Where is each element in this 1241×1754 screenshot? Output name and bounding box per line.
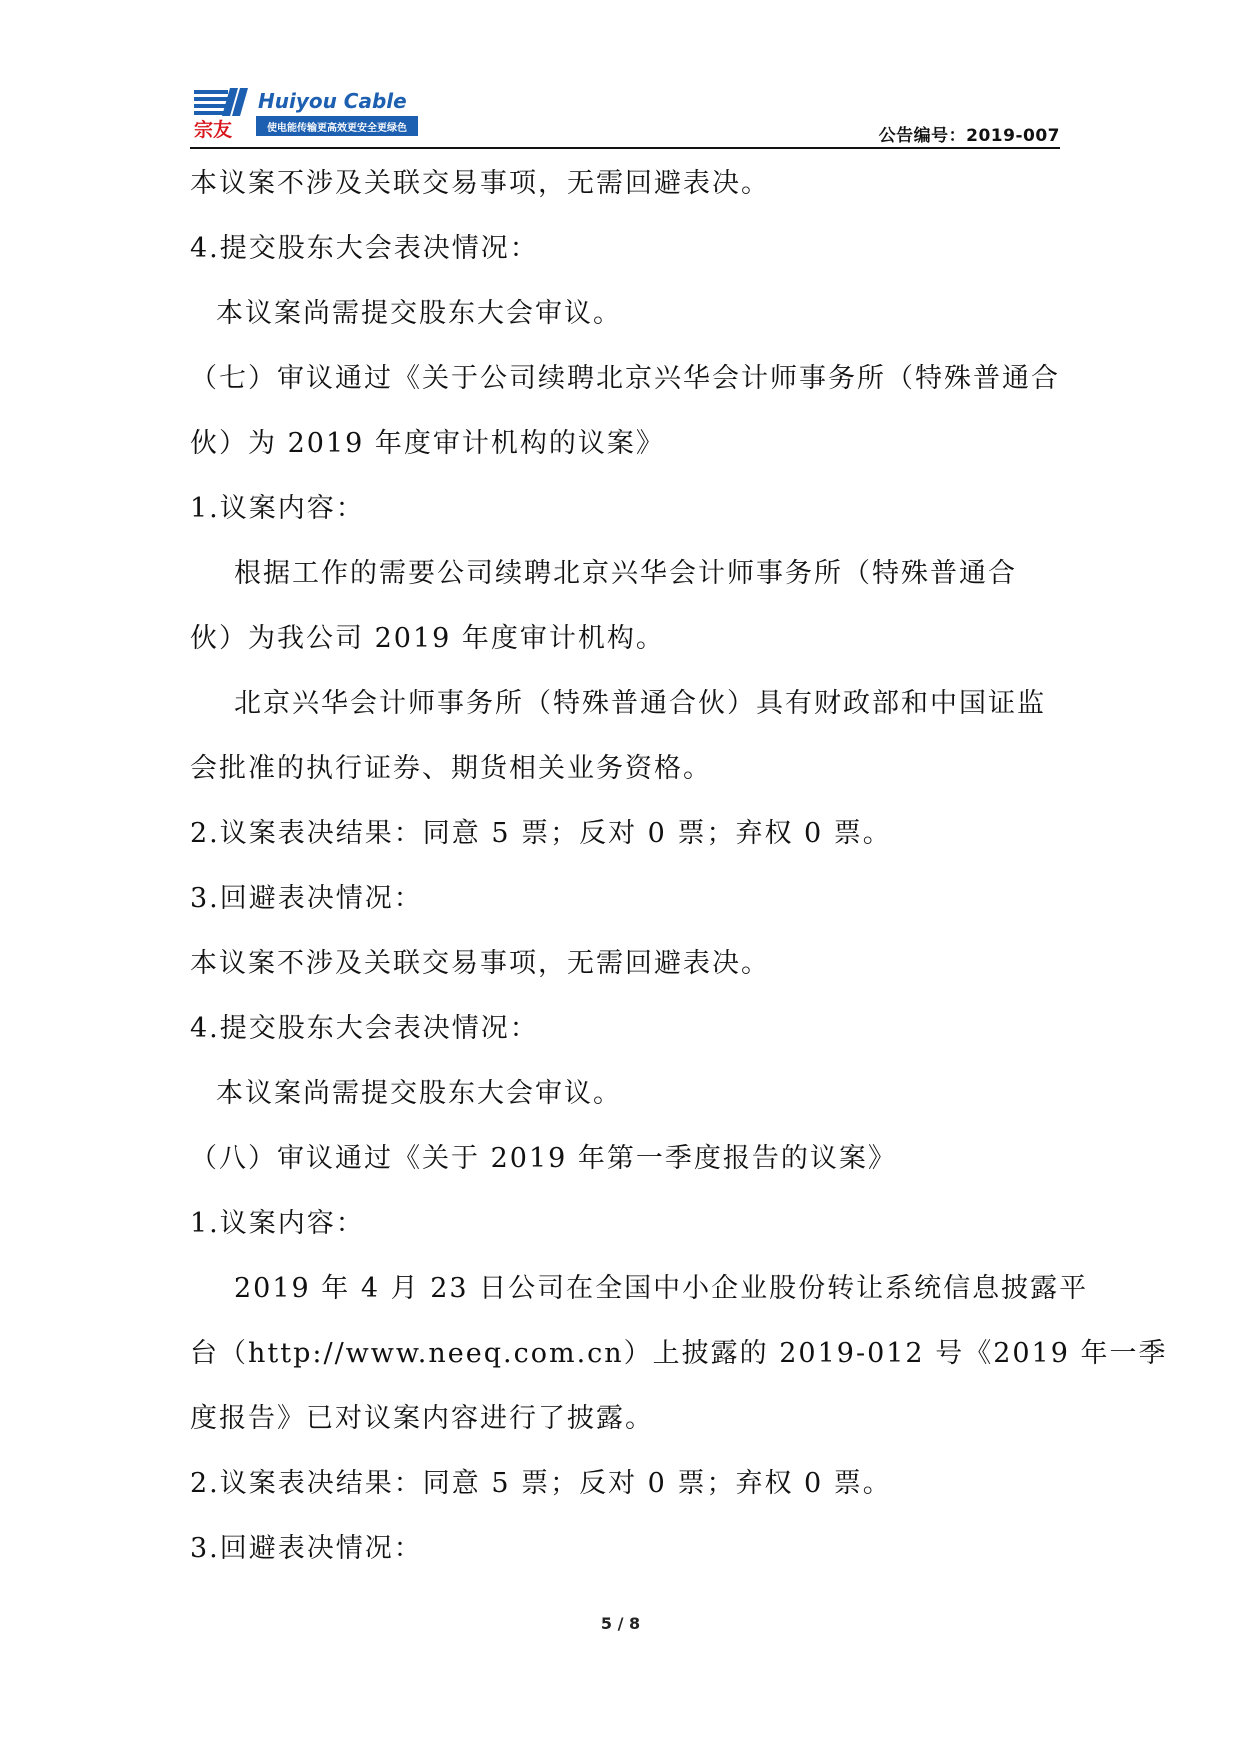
paragraph-line: 根据工作的需要公司续聘北京兴华会计师事务所（特殊普通合	[234, 558, 1017, 589]
paragraph-line: 2019 年 4 月 23 日公司在全国中小企业股份转让系统信息披露平	[234, 1273, 1089, 1304]
section-heading: 伙）为 2019 年度审计机构的议案》	[190, 428, 665, 459]
paragraph-line: 北京兴华会计师事务所（特殊普通合伙）具有财政部和中国证监	[234, 688, 1046, 719]
logo-brand-name: Huiyou Cable	[258, 89, 407, 113]
paragraph-line: 1.议案内容：	[190, 493, 365, 524]
paragraph-line: 4.提交股东大会表决情况：	[190, 1013, 539, 1044]
paragraph-line: 本议案尚需提交股东大会审议。	[216, 298, 622, 329]
paragraph-line: 本议案不涉及关联交易事项，无需回避表决。	[190, 168, 770, 199]
company-logo	[190, 86, 420, 144]
paragraph-line: 本议案不涉及关联交易事项，无需回避表决。	[190, 948, 770, 979]
paragraph-line: 1.议案内容：	[190, 1208, 365, 1239]
paragraph-line: 3.回避表决情况：	[190, 883, 423, 914]
paragraph-line: 伙）为我公司 2019 年度审计机构。	[190, 623, 665, 654]
paragraph-line: 3.回避表决情况：	[190, 1533, 423, 1564]
paragraph-line: 2.议案表决结果：同意 5 票；反对 0 票；弃权 0 票。	[190, 1468, 892, 1499]
section-heading: （八）审议通过《关于 2019 年第一季度报告的议案》	[190, 1143, 897, 1174]
page-number: 5 / 8	[600, 1614, 641, 1633]
notice-number: 公告编号：2019-007	[878, 126, 1060, 146]
page-header	[190, 80, 1060, 148]
paragraph-line: 度报告》已对议案内容进行了披露。	[190, 1403, 654, 1434]
paragraph-line: 台（http://www.neeq.com.cn）上披露的 2019-012 号《2019 年一季	[190, 1338, 1168, 1369]
logo-slogan: 使电能传输更高效更安全更绿色	[267, 123, 407, 134]
paragraph-line: 会批准的执行证券、期货相关业务资格。	[190, 753, 712, 784]
paragraph-line: 4.提交股东大会表决情况：	[190, 233, 539, 264]
header-divider	[190, 147, 1060, 149]
document-body	[190, 158, 1168, 1588]
section-heading: （七）审议通过《关于公司续聘北京兴华会计师事务所（特殊普通合	[190, 363, 1060, 394]
paragraph-line: 本议案尚需提交股东大会审议。	[216, 1078, 622, 1109]
paragraph-line: 2.议案表决结果：同意 5 票；反对 0 票；弃权 0 票。	[190, 818, 892, 849]
logo-chinese-name: 宗友	[194, 119, 233, 141]
